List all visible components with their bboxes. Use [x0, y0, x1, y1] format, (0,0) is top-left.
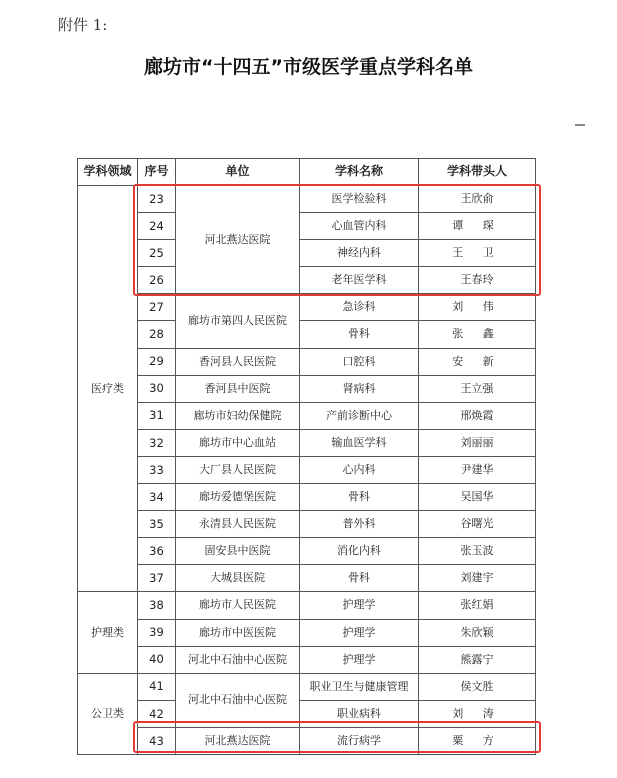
discipline-cell: 心内科: [300, 456, 419, 483]
discipline-cell: 心血管内科: [300, 213, 419, 240]
row-no: 26: [138, 267, 176, 294]
unit-cell: 大城县医院: [176, 565, 300, 592]
row-no: 29: [138, 348, 176, 375]
discipline-cell: 普外科: [300, 511, 419, 538]
leader-cell: 张红娟: [419, 592, 536, 619]
leader-cell: 尹建华: [419, 456, 536, 483]
leader-cell: 刘 涛: [419, 700, 536, 727]
header-discipline: 学科名称: [300, 159, 419, 186]
leader-cell: 王 卫: [419, 240, 536, 267]
table-row: [78, 402, 536, 429]
header-field: 学科领域: [78, 159, 138, 186]
unit-cell: 大厂县人民医院: [176, 456, 300, 483]
unit-cell: 廊坊市妇幼保健院: [176, 402, 300, 429]
row-no: 32: [138, 429, 176, 456]
row-no: 31: [138, 402, 176, 429]
row-no: 23: [138, 186, 176, 213]
leader-cell: 王欣俞: [419, 186, 536, 213]
table-row: [78, 348, 536, 375]
discipline-cell: 急诊科: [300, 294, 419, 321]
discipline-cell: 职业卫生与健康管理: [300, 673, 419, 700]
table-row: [78, 294, 536, 321]
discipline-cell: 骨科: [300, 484, 419, 511]
table-row: [78, 646, 536, 673]
unit-cell: 香河县中医院: [176, 375, 300, 402]
row-no: 30: [138, 375, 176, 402]
table-row: [78, 673, 536, 700]
field-cell-nursing: 护理类: [78, 592, 138, 673]
table-row: [78, 592, 536, 619]
leader-cell: 刘丽丽: [419, 429, 536, 456]
row-no: 33: [138, 456, 176, 483]
row-no: 40: [138, 646, 176, 673]
discipline-cell: 肾病科: [300, 375, 419, 402]
discipline-cell: 输血医学科: [300, 429, 419, 456]
discipline-cell: 护理学: [300, 646, 419, 673]
leader-cell: 张 鑫: [419, 321, 536, 348]
discipline-cell: 神经内科: [300, 240, 419, 267]
unit-cell: 河北中石油中心医院: [176, 673, 300, 727]
table-row: [78, 375, 536, 402]
table-row: [78, 240, 536, 267]
unit-cell: 固安县中医院: [176, 538, 300, 565]
field-cell-public-health: 公卫类: [78, 673, 138, 754]
table-row: [78, 213, 536, 240]
unit-cell: 廊坊爱德堡医院: [176, 484, 300, 511]
table-row: [78, 321, 536, 348]
discipline-cell: 产前诊断中心: [300, 402, 419, 429]
row-no: 35: [138, 511, 176, 538]
leader-cell: 朱欣颖: [419, 619, 536, 646]
leader-cell: 安 新: [419, 348, 536, 375]
discipline-table: [77, 158, 536, 755]
row-no: 42: [138, 700, 176, 727]
decorative-dash: [575, 124, 585, 126]
discipline-cell: 老年医学科: [300, 267, 419, 294]
leader-cell: 王立强: [419, 375, 536, 402]
row-no: 25: [138, 240, 176, 267]
unit-cell: 河北燕达医院: [176, 727, 300, 754]
header-no: 序号: [138, 159, 176, 186]
discipline-cell: 护理学: [300, 619, 419, 646]
leader-cell: 侯文胜: [419, 673, 536, 700]
discipline-cell: 医学检验科: [300, 186, 419, 213]
discipline-cell: 骨科: [300, 565, 419, 592]
unit-cell: 廊坊市第四人民医院: [176, 294, 300, 348]
header-unit: 单位: [176, 159, 300, 186]
unit-cell: 河北中石油中心医院: [176, 646, 300, 673]
leader-cell: 吴国华: [419, 484, 536, 511]
leader-cell: 熊露宁: [419, 646, 536, 673]
header-leader: 学科带头人: [419, 159, 536, 186]
leader-cell: 刘建宇: [419, 565, 536, 592]
discipline-cell: 口腔科: [300, 348, 419, 375]
table-row: [78, 511, 536, 538]
table-row: [78, 186, 536, 213]
table-row: [78, 538, 536, 565]
discipline-cell: 职业病科: [300, 700, 419, 727]
leader-cell: 张玉波: [419, 538, 536, 565]
leader-cell: 谷曙光: [419, 511, 536, 538]
unit-cell: 河北燕达医院: [176, 186, 300, 294]
row-no: 38: [138, 592, 176, 619]
unit-cell: 廊坊市中心血站: [176, 429, 300, 456]
discipline-cell: 骨科: [300, 321, 419, 348]
leader-cell: 粟 方: [419, 727, 536, 754]
row-no: 39: [138, 619, 176, 646]
table-row: [78, 565, 536, 592]
row-no: 34: [138, 484, 176, 511]
leader-cell: 刘 伟: [419, 294, 536, 321]
unit-cell: 香河县人民医院: [176, 348, 300, 375]
table-row: [78, 619, 536, 646]
leader-cell: 谭 琛: [419, 213, 536, 240]
field-cell-medical: 医疗类: [78, 186, 138, 592]
table-row: [78, 700, 536, 727]
attachment-label: 附件 1:: [58, 16, 108, 34]
unit-cell: 廊坊市人民医院: [176, 592, 300, 619]
unit-cell: 永清县人民医院: [176, 511, 300, 538]
table-header-row: [78, 159, 536, 186]
row-no: 24: [138, 213, 176, 240]
table-row: [78, 456, 536, 483]
page-title: 廊坊市“十四五”市级医学重点学科名单: [144, 56, 473, 78]
row-no: 36: [138, 538, 176, 565]
row-no: 43: [138, 727, 176, 754]
leader-cell: 王春玲: [419, 267, 536, 294]
table-row: [78, 484, 536, 511]
discipline-cell: 流行病学: [300, 727, 419, 754]
table-row: [78, 267, 536, 294]
leader-cell: 邢焕霞: [419, 402, 536, 429]
unit-cell: 廊坊市中医医院: [176, 619, 300, 646]
table-row: [78, 429, 536, 456]
row-no: 28: [138, 321, 176, 348]
discipline-cell: 护理学: [300, 592, 419, 619]
row-no: 27: [138, 294, 176, 321]
table-row: [78, 727, 536, 754]
row-no: 41: [138, 673, 176, 700]
discipline-cell: 消化内科: [300, 538, 419, 565]
row-no: 37: [138, 565, 176, 592]
